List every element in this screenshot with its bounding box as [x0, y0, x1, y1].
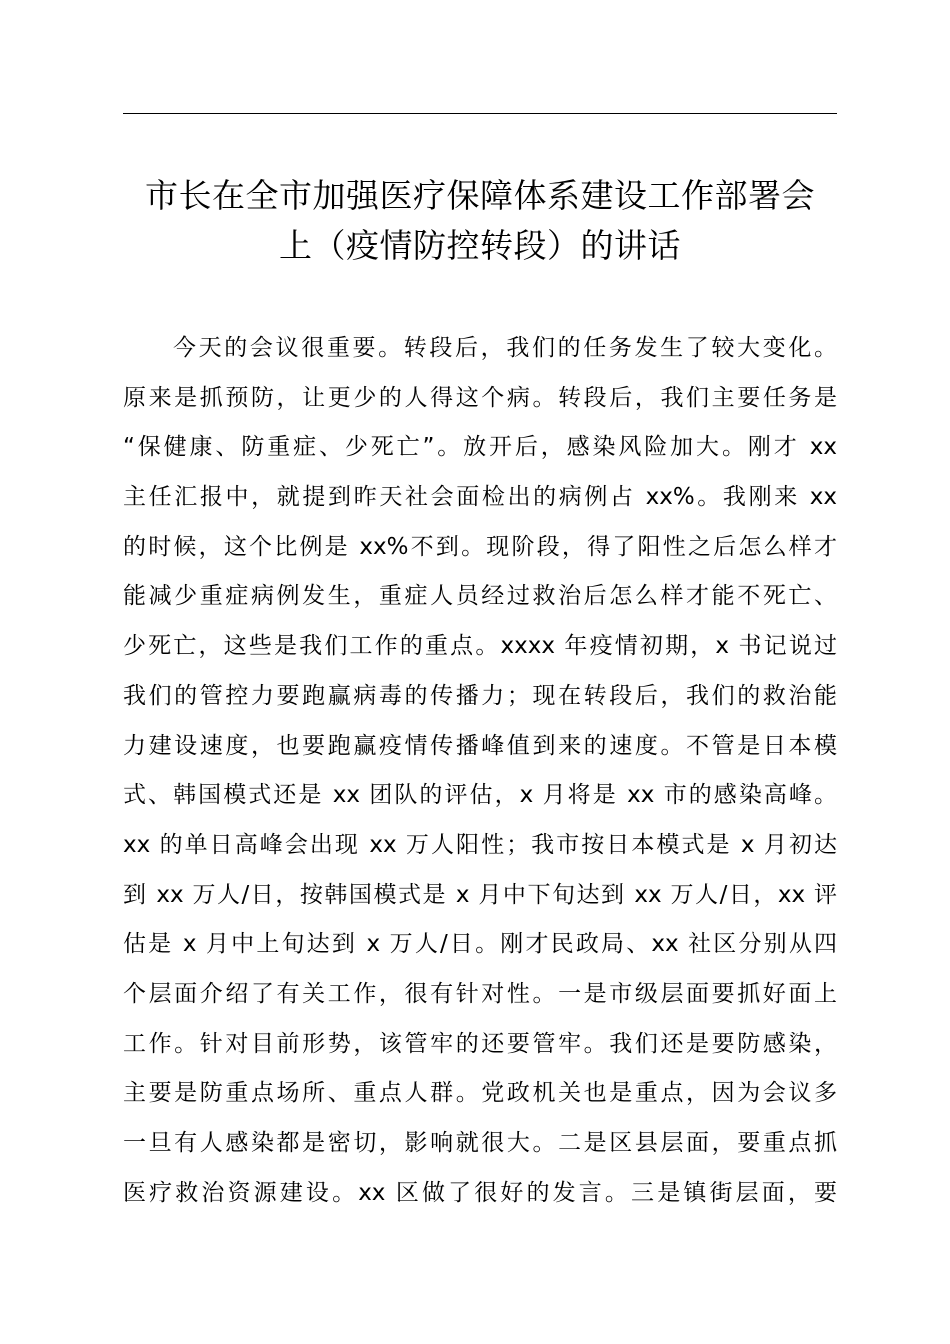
body-line: 到 xx 万人/日，按韩国模式是 x 月中下旬达到 xx 万人/日，xx 评	[123, 881, 837, 908]
body-line: 少死亡，这些是我们工作的重点。xxxx 年疫情初期，x 书记说过	[123, 633, 837, 660]
body-paragraph	[123, 324, 837, 1218]
body-line: 今天的会议很重要。转段后，我们的任务发生了较大变化。	[173, 335, 837, 361]
body-line: 估是 x 月中上旬达到 x 万人/日。刚才民政局、xx 社区分别从四	[123, 931, 837, 958]
body-line: 我们的管控力要跑赢病毒的传播力；现在转段后，我们的救治能	[123, 682, 837, 709]
body-line: 式、韩国模式还是 xx 团队的评估，x 月将是 xx 市的感染高峰。	[123, 782, 837, 809]
header-rule	[123, 113, 837, 114]
body-line: 一旦有人感染都是密切，影响就很大。二是区县层面，要重点抓	[123, 1130, 837, 1156]
document-title	[110, 171, 850, 271]
body-line: 力建设速度，也要跑赢疫情传播峰值到来的速度。不管是日本模	[123, 732, 837, 759]
body-line: 的时候，这个比例是 xx%不到。现阶段，得了阳性之后怎么样才	[123, 533, 837, 560]
body-line: xx 的单日高峰会出现 xx 万人阳性；我市按日本模式是 x 月初达	[123, 831, 837, 858]
body-line: 能减少重症病例发生，重症人员经过救治后怎么样才能不死亡、	[123, 583, 837, 610]
body-line: 原来是抓预防，让更少的人得这个病。转段后，我们主要任务是	[123, 384, 837, 411]
body-line: “保健康、防重症、少死亡”。放开后，感染风险加大。刚才 xx	[123, 434, 837, 461]
title-line-1: 市长在全市加强医疗保障体系建设工作部署会	[145, 176, 815, 215]
body-line: 医疗救治资源建设。xx 区做了很好的发言。三是镇街层面，要	[123, 1179, 837, 1206]
body-line: 主要是防重点场所、重点人群。党政机关也是重点，因为会议多	[123, 1080, 837, 1107]
body-line: 工作。针对目前形势，该管牢的还要管牢。我们还是要防感染，	[123, 1030, 837, 1057]
title-line-2: 上（疫情防控转段）的讲话	[279, 226, 681, 265]
body-line: 个层面介绍了有关工作，很有针对性。一是市级层面要抓好面上	[123, 980, 837, 1007]
body-line: 主任汇报中，就提到昨天社会面检出的病例占 xx%。我刚来 xx	[123, 484, 837, 511]
